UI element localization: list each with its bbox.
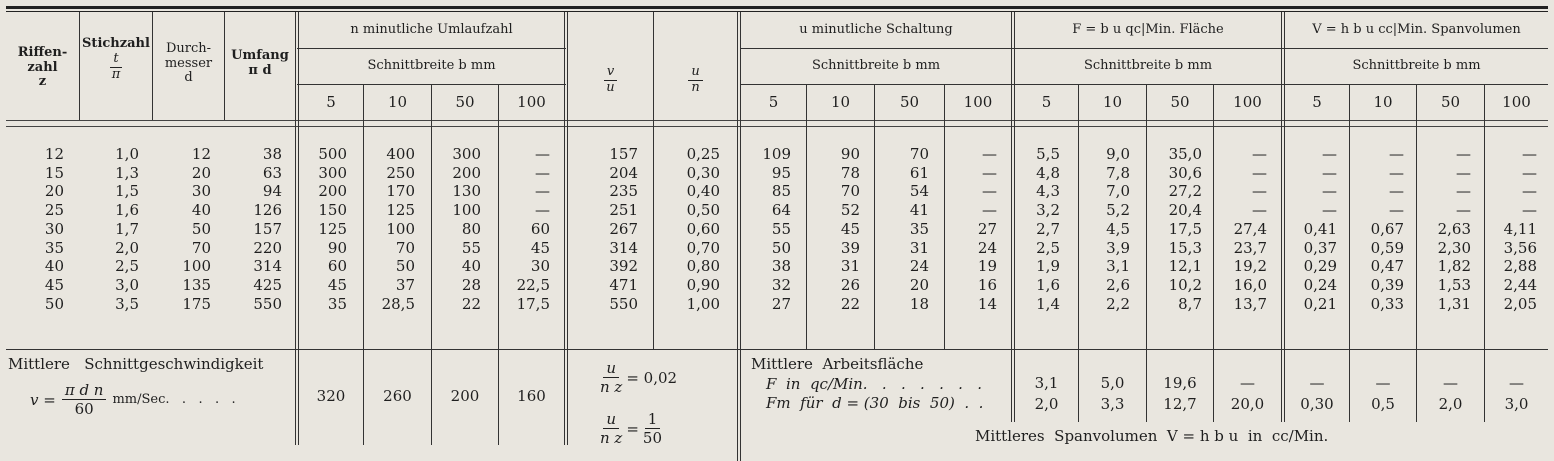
footer-avg-value: 12,7 <box>1163 395 1197 414</box>
table-cell-z: 35 <box>44 238 64 257</box>
table-cell-f5: 3,2 <box>1036 201 1060 220</box>
table-cell-v100: 4,11 <box>1503 219 1537 238</box>
frac-den: π <box>111 66 121 82</box>
table-cell-f5: 2,7 <box>1036 219 1060 238</box>
table-cell-n5: 60 <box>327 257 347 276</box>
table-cell-d: 100 <box>182 257 211 276</box>
footer-fm: Fm für d = (30 bis 50) . . <box>766 394 984 412</box>
table-cell-n5: 125 <box>318 219 347 238</box>
footer-spanvolumen: Mittleres Spanvolumen V = h b u in cc/Min. <box>975 427 1329 445</box>
footer-avg-value: 3,1 <box>1034 374 1059 393</box>
table-cell-n10: 37 <box>395 275 415 294</box>
ratio-1-value: = 0,02 <box>626 368 678 387</box>
table-cell-t: 3,5 <box>115 294 139 313</box>
footer-v-formula <box>30 381 236 418</box>
subheader-width: 5 <box>1041 93 1052 112</box>
table-cell-u10: 45 <box>840 219 860 238</box>
table-cell-v5: 0,41 <box>1303 219 1337 238</box>
table-cell-f50: 30,6 <box>1168 163 1202 182</box>
table-cell-u10: 70 <box>840 182 860 201</box>
n-avg-50: 200 <box>450 387 480 406</box>
v-formula-lhs: v = <box>30 390 56 409</box>
table-cell-n50: 28 <box>461 275 481 294</box>
table-cell-f100: 13,7 <box>1233 294 1267 313</box>
table-cell-vu: 471 <box>609 275 638 294</box>
top-rule-thick <box>6 6 1548 9</box>
table-cell-v100: 2,88 <box>1503 257 1537 276</box>
table-cell-u50: 41 <box>909 201 929 220</box>
table-cell-f100: — <box>1252 163 1267 182</box>
table-cell-u5: 27 <box>771 294 791 313</box>
frac-den: n z <box>600 378 623 396</box>
table-cell-z: 30 <box>44 219 64 238</box>
v-formula-unit: mm/Sec. . . . . <box>112 392 236 407</box>
table-cell-v5: — <box>1322 163 1337 182</box>
table-cell-f50: 17,5 <box>1168 219 1202 238</box>
table-cell-pid: 63 <box>262 163 282 182</box>
table-cell-z: 12 <box>44 145 64 163</box>
table-cell-v100: 2,05 <box>1503 294 1537 313</box>
table-cell-u100: — <box>982 145 997 163</box>
group-line-v2 <box>1282 84 1548 85</box>
table-cell-u100: 14 <box>977 294 997 313</box>
table-cell-un: 0,30 <box>686 163 720 182</box>
header-riffenzahl: Riffen- zahl z <box>17 44 68 90</box>
table-cell-vu: 550 <box>609 294 638 313</box>
footer-f-in: F in qc/Min. . . . . . . <box>766 375 983 393</box>
table-cell-v10: — <box>1389 163 1404 182</box>
table-cell-n50: 80 <box>461 219 481 238</box>
n-avg-10: 260 <box>383 387 412 406</box>
table-cell-pid: 550 <box>253 294 282 313</box>
table-cell-v50: — <box>1456 182 1471 201</box>
table-cell-f100: 23,7 <box>1233 238 1267 257</box>
table-cell-u50: 20 <box>909 275 929 294</box>
table-cell-u10: 39 <box>840 238 860 257</box>
table-cell-vu: 267 <box>609 219 638 238</box>
footer-avg-value: 2,0 <box>1438 395 1463 414</box>
table-cell-n5: 45 <box>327 275 347 294</box>
table-cell-n5: 300 <box>318 163 347 182</box>
table-cell-u10: 78 <box>840 163 860 182</box>
footer-avg-value: 5,0 <box>1100 374 1125 393</box>
table-cell-n50: 22 <box>461 294 481 313</box>
table-cell-u100: 16 <box>977 275 997 294</box>
table-cell-u5: 85 <box>771 182 791 201</box>
table-cell-f5: 1,9 <box>1036 257 1060 276</box>
table-cell-n10: 400 <box>386 145 415 163</box>
table-cell-pid: 157 <box>253 219 282 238</box>
frac-num: u <box>603 359 619 378</box>
footer-avg-value: 0,5 <box>1371 395 1395 414</box>
table-cell-z: 20 <box>44 182 64 201</box>
group-line-u2 <box>740 84 1013 85</box>
table-cell-t: 2,0 <box>115 238 139 257</box>
table-cell-n5: 200 <box>318 182 347 201</box>
table-cell-vu: 204 <box>609 163 638 182</box>
table-cell-v10: 0,47 <box>1370 257 1404 276</box>
n-avg-100: 160 <box>517 387 546 406</box>
table-cell-n10: 28,5 <box>381 294 415 313</box>
subheader-width: 50 <box>455 93 475 112</box>
table-cell-un: 1,00 <box>686 294 720 313</box>
table-cell-f5: 4,8 <box>1036 163 1060 182</box>
table-cell-u100: 19 <box>977 257 997 276</box>
table-cell-n5: 90 <box>327 238 347 257</box>
table-cell-f100: — <box>1252 145 1267 163</box>
table-cell-u100: — <box>982 163 997 182</box>
table-cell-v50: 1,31 <box>1437 294 1471 313</box>
table-cell-n10: 100 <box>386 219 415 238</box>
table-cell-u50: 70 <box>909 145 929 163</box>
table-cell-d: 50 <box>191 219 211 238</box>
table-cell-n100: — <box>535 145 550 163</box>
table-cell-n50: 130 <box>452 182 481 201</box>
table-cell-pid: 314 <box>253 257 282 276</box>
table-cell-v5: — <box>1322 201 1337 220</box>
frac-num: π d n <box>62 381 107 400</box>
table-cell-n50: 300 <box>452 145 481 163</box>
header-durchmesser: Durch- messer d <box>164 40 213 86</box>
ratio-2-eq: = <box>626 419 639 438</box>
header-v-schnittbreite: Schnittbreite b mm <box>1352 57 1481 73</box>
header-rule-2 <box>6 126 1548 127</box>
table-cell-d: 70 <box>191 238 211 257</box>
table-cell-t: 2,5 <box>115 257 139 276</box>
table-cell-v100: — <box>1522 145 1537 163</box>
table-cell-f100: — <box>1252 182 1267 201</box>
table-cell-n10: 70 <box>395 238 415 257</box>
table-cell-n10: 250 <box>386 163 415 182</box>
table-cell-v50: 2,30 <box>1437 238 1471 257</box>
table-cell-vu: 314 <box>609 238 638 257</box>
table-cell-v50: 1,82 <box>1437 257 1471 276</box>
table-cell-u50: 24 <box>909 257 929 276</box>
subheader-width: 10 <box>387 93 408 112</box>
v-over-u-fraction <box>604 65 617 96</box>
table-cell-n100: 22,5 <box>516 275 550 294</box>
table-cell-n100: — <box>535 163 550 182</box>
subheader-width: 50 <box>899 93 920 112</box>
group-line-f2 <box>1013 84 1282 85</box>
table-cell-t: 1,3 <box>115 163 139 182</box>
table-cell-f100: 19,2 <box>1233 257 1267 276</box>
table-cell-v50: — <box>1456 145 1471 163</box>
footer-divider <box>6 349 1548 350</box>
table-cell-u10: 26 <box>840 275 860 294</box>
table-cell-v10: — <box>1389 145 1404 163</box>
table-cell-f5: 5,5 <box>1036 145 1060 163</box>
table-cell-u10: 52 <box>840 201 860 220</box>
table-cell-d: 20 <box>191 163 211 182</box>
table-cell-un: 0,70 <box>686 238 720 257</box>
table-cell-un: 0,90 <box>686 275 720 294</box>
table-cell-pid: 126 <box>253 201 282 220</box>
footer-avg-value: — <box>1375 374 1391 393</box>
table-cell-n10: 125 <box>386 201 415 220</box>
footer-avg-value: 20,0 <box>1230 395 1265 414</box>
table-cell-v5: 0,37 <box>1303 238 1337 257</box>
frac-den: n <box>691 79 700 95</box>
table-cell-u10: 22 <box>840 294 860 313</box>
table-cell-z: 15 <box>44 163 64 182</box>
frac-den: 50 <box>642 429 663 447</box>
subheader-width: 50 <box>1170 93 1190 112</box>
table-cell-v5: 0,29 <box>1303 257 1337 276</box>
table-cell-u50: 61 <box>909 163 929 182</box>
table-cell-n100: 60 <box>530 219 550 238</box>
frac-den: u <box>606 79 615 95</box>
frac-den: n z <box>600 429 623 447</box>
table-cell-v100: — <box>1522 201 1537 220</box>
frac-num: u <box>688 65 702 81</box>
table-cell-f10: 2,6 <box>1106 275 1130 294</box>
table-cell-t: 1,0 <box>115 145 139 163</box>
subheader-width: 10 <box>1102 93 1123 112</box>
table-cell-d: 30 <box>191 182 211 201</box>
table-cell-z: 25 <box>44 201 64 220</box>
header-umfang: Umfang π d <box>231 48 289 78</box>
table-cell-v100: 2,44 <box>1503 275 1537 294</box>
u-over-n-fraction <box>688 65 702 96</box>
footer-arbeitsflaeche: Mittlere Arbeitsfläche <box>751 355 924 373</box>
subheader-width: 100 <box>963 93 993 112</box>
table-cell-vu: 251 <box>609 201 638 220</box>
table-cell-u100: — <box>982 182 997 201</box>
table-cell-u10: 31 <box>840 257 860 276</box>
table-cell-f50: 15,3 <box>1168 238 1202 257</box>
n-avg-5: 320 <box>316 387 346 406</box>
table-cell-u5: 55 <box>771 219 791 238</box>
table-cell-f50: 12,1 <box>1168 257 1202 276</box>
table-cell-v100: 3,56 <box>1503 238 1537 257</box>
table-cell-v10: 0,59 <box>1370 238 1404 257</box>
table-cell-vu: 392 <box>609 257 638 276</box>
subheader-width: 100 <box>517 93 546 112</box>
table-cell-pid: 425 <box>253 275 282 294</box>
header-n-schnittbreite: Schnittbreite b mm <box>367 57 496 73</box>
table-cell-u100: 24 <box>977 238 997 257</box>
subheader-width: 10 <box>1373 93 1393 112</box>
frac-num: 1 <box>645 410 661 429</box>
table-cell-un: 0,60 <box>686 219 720 238</box>
table-cell-u100: 27 <box>977 219 997 238</box>
subheader-width: 50 <box>1440 93 1461 112</box>
subheader-width: 5 <box>1312 93 1322 112</box>
table-cell-f100: — <box>1252 201 1267 220</box>
table-cell-un: 0,25 <box>686 145 720 163</box>
footer-avg-value: — <box>1509 374 1524 393</box>
table-cell-u50: 31 <box>909 238 929 257</box>
table-cell-v50: — <box>1456 201 1471 220</box>
table-cell-n10: 50 <box>395 257 415 276</box>
ratio-2-fraction <box>600 410 622 447</box>
footer-avg-value: — <box>1309 374 1325 393</box>
table-cell-u100: — <box>982 201 997 220</box>
frac-num: t <box>110 52 121 68</box>
table-cell-un: 0,40 <box>686 182 720 201</box>
footer-mittlere-schnittgeschwindigkeit: Mittlere Schnittgeschwindigkeit <box>8 355 264 373</box>
table-cell-u50: 35 <box>909 219 929 238</box>
table-cell-v10: — <box>1389 201 1404 220</box>
frac-den: 60 <box>74 400 94 418</box>
table-cell-f10: 2,2 <box>1106 294 1130 313</box>
table-cell-n10: 170 <box>386 182 415 201</box>
header-u-over-n <box>654 50 737 110</box>
table-cell-u50: 18 <box>909 294 929 313</box>
table-cell-n5: 500 <box>318 145 347 163</box>
table-cell-t: 1,6 <box>115 201 139 220</box>
table-cell-v5: — <box>1322 182 1337 201</box>
v-formula-fraction <box>62 381 107 418</box>
table-cell-f10: 3,1 <box>1106 257 1130 276</box>
table-cell-f5: 1,6 <box>1036 275 1060 294</box>
table-cell-n100: 30 <box>530 257 550 276</box>
header-u-group: u minutliche Schaltung <box>799 21 953 37</box>
footer-avg-value: — <box>1240 374 1255 393</box>
table-cell-vu: 235 <box>609 182 638 201</box>
table-cell-f50: 10,2 <box>1168 275 1202 294</box>
table-cell-n5: 150 <box>318 201 347 220</box>
header-v-group: V = h b u cc|Min. Spanvolumen <box>1312 21 1521 37</box>
table-cell-u5: 38 <box>771 257 791 276</box>
table-cell-v50: 2,63 <box>1437 219 1471 238</box>
table-cell-f10: 5,2 <box>1106 201 1130 220</box>
table-cell-v10: 0,39 <box>1370 275 1404 294</box>
table-cell-d: 40 <box>191 201 211 220</box>
ratio-1-fraction <box>600 359 622 396</box>
footer-avg-value: 0,30 <box>1300 395 1334 414</box>
ratio-1 <box>600 359 677 396</box>
table-cell-z: 50 <box>44 294 64 313</box>
top-rule-thin <box>6 11 1548 12</box>
table-cell-f100: 27,4 <box>1233 219 1267 238</box>
subheader-width: 10 <box>830 93 851 112</box>
table-cell-u5: 95 <box>771 163 791 182</box>
table-cell-n50: 40 <box>461 257 481 276</box>
table-cell-v50: — <box>1456 163 1471 182</box>
table-cell-t: 1,7 <box>115 219 139 238</box>
table-cell-v10: 0,33 <box>1370 294 1404 313</box>
frac-num: u <box>603 410 619 429</box>
table-cell-v50: 1,53 <box>1437 275 1471 294</box>
table-cell-n100: 17,5 <box>516 294 550 313</box>
stichzahl-label: Stichzahl <box>82 36 150 52</box>
table-cell-n100: — <box>535 201 550 220</box>
header-v-over-u <box>568 50 653 110</box>
table-cell-n100: — <box>535 182 550 201</box>
table-cell-vu: 157 <box>609 145 638 163</box>
table-cell-n5: 35 <box>327 294 347 313</box>
table-cell-t: 1,5 <box>115 182 139 201</box>
table-cell-f10: 3,9 <box>1106 238 1130 257</box>
subheader-width: 100 <box>1233 93 1262 112</box>
table-cell-f5: 2,5 <box>1036 238 1060 257</box>
header-f-group: F = b u qc|Min. Fläche <box>1072 21 1224 37</box>
ratio-2 <box>600 410 662 447</box>
footer-avg-value: — <box>1443 374 1458 393</box>
table-cell-v100: — <box>1522 163 1537 182</box>
table-cell-f5: 1,4 <box>1036 294 1060 313</box>
table-cell-u5: 64 <box>771 201 791 220</box>
table-cell-u10: 90 <box>840 145 860 163</box>
ratio-2-value <box>643 410 662 447</box>
table-cell-pid: 94 <box>262 182 282 201</box>
subheader-width: 5 <box>768 93 779 112</box>
footer-avg-value: 3,0 <box>1504 395 1529 414</box>
table-cell-n50: 100 <box>452 201 481 220</box>
table-cell-n100: 45 <box>530 238 550 257</box>
vline-double-a <box>564 12 565 445</box>
table-cell-pid: 220 <box>253 238 282 257</box>
table-cell-f50: 20,4 <box>1168 201 1202 220</box>
header-n-group: n minutliche Umlaufzahl <box>350 21 513 37</box>
table-cell-d: 135 <box>182 275 211 294</box>
table-cell-un: 0,50 <box>686 201 720 220</box>
table-cell-z: 45 <box>44 275 64 294</box>
table-cell-u50: 54 <box>909 182 929 201</box>
table-cell-un: 0,80 <box>686 257 720 276</box>
footer-avg-value: 19,6 <box>1163 374 1197 393</box>
stichzahl-fraction <box>110 52 121 83</box>
table-cell-f10: 7,8 <box>1106 163 1130 182</box>
header-stichzahl <box>80 28 152 92</box>
table-cell-pid: 38 <box>262 145 282 163</box>
table-cell-v10: 0,67 <box>1370 219 1404 238</box>
table-cell-v5: 0,21 <box>1303 294 1337 313</box>
footer-avg-value: 2,0 <box>1034 395 1059 414</box>
table-cell-n50: 200 <box>452 163 481 182</box>
table-cell-f50: 27,2 <box>1168 182 1202 201</box>
subheader-width: 5 <box>326 93 336 112</box>
subheader-width: 100 <box>1502 93 1531 112</box>
frac-num: v <box>604 65 617 81</box>
table-cell-d: 12 <box>191 145 211 163</box>
table-cell-v100: — <box>1522 182 1537 201</box>
table-cell-f100: 16,0 <box>1233 275 1267 294</box>
header-rule-1 <box>6 120 1548 121</box>
table-cell-f50: 8,7 <box>1178 294 1202 313</box>
table-cell-f10: 4,5 <box>1106 219 1130 238</box>
table-cell-f5: 4,3 <box>1036 182 1060 201</box>
table-cell-v5: 0,24 <box>1303 275 1337 294</box>
table-cell-f50: 35,0 <box>1168 145 1202 163</box>
table-cell-n50: 55 <box>461 238 481 257</box>
table-cell-v5: — <box>1322 145 1337 163</box>
table-cell-t: 3,0 <box>115 275 139 294</box>
table-cell-z: 40 <box>44 257 64 276</box>
header-u-schnittbreite: Schnittbreite b mm <box>811 57 941 73</box>
table-cell-f10: 7,0 <box>1106 182 1130 201</box>
table-cell-f10: 9,0 <box>1106 145 1130 163</box>
table-cell-u5: 109 <box>762 145 791 163</box>
table-cell-v10: — <box>1389 182 1404 201</box>
header-f-schnittbreite: Schnittbreite b mm <box>1083 57 1213 73</box>
table-cell-u5: 32 <box>771 275 791 294</box>
table-cell-d: 175 <box>182 294 211 313</box>
footer-avg-value: 3,3 <box>1100 395 1125 414</box>
table-cell-u5: 50 <box>771 238 791 257</box>
